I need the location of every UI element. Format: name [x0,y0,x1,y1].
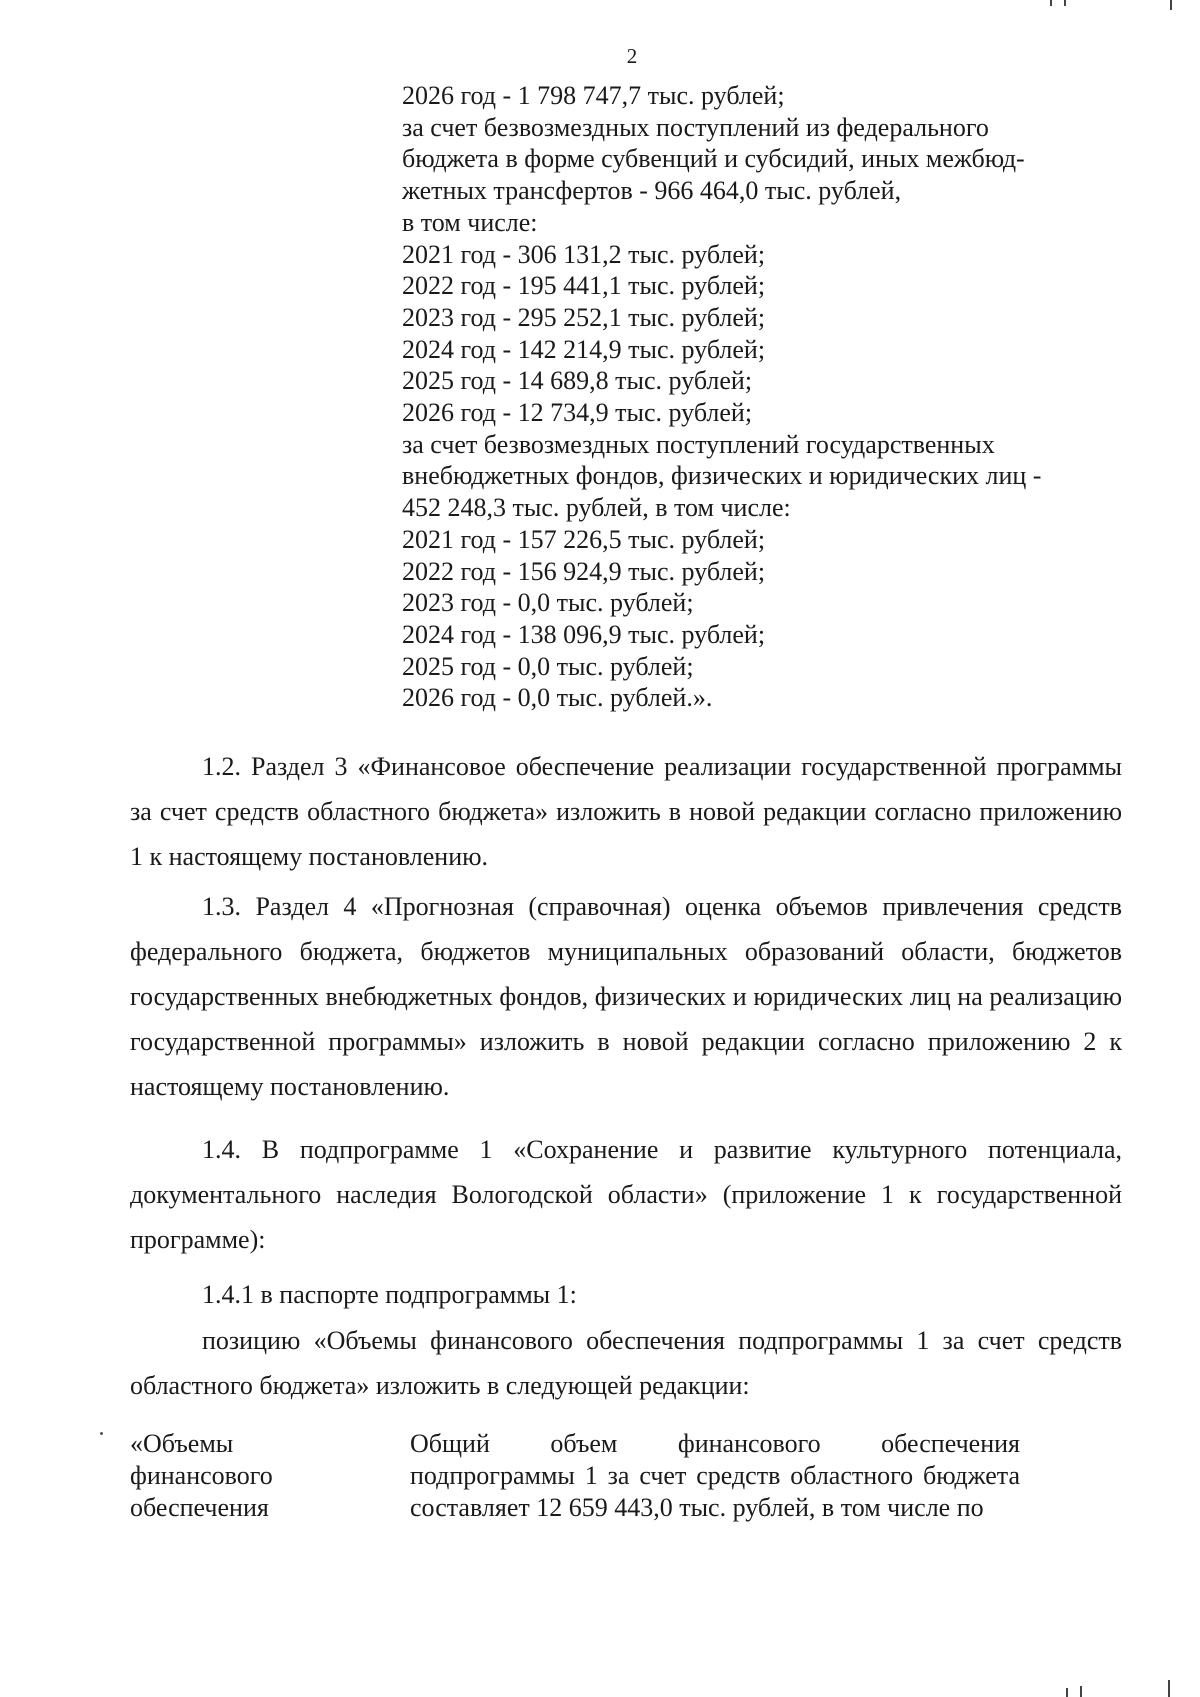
paragraph-1-3: 1.3. Раздел 4 «Прогнозная (справочная) оценка объемов привлечения средств федерального бюджета, бюджетов муниципальных образований области, бюджетов государственных внебюджетных фондов, физических и юридических лиц на реализацию государственной программы» изложить в новой редакции согласно приложению 2 к настоящему постановлению. [130,892,1122,1101]
scan-edge-mark [1168,1680,1170,1697]
paragraph-1-4-1: 1.4.1 в паспорте подпрограммы 1: [202,1280,577,1309]
financing-line: 2021 год - 306 131,2 тыс. рублей; [402,239,766,269]
table-left-cell [130,1428,390,1524]
financing-line: 2024 год - 142 214,9 тыс. рублей; [402,334,766,364]
financing-line: 2026 год - 1 798 747,7 тыс. рублей; [402,81,785,110]
financing-line: внебюджетных фондов, физических и юридических лиц - [402,461,1042,491]
scan-dot-mark [100,1432,103,1435]
financing-line: 2023 год - 0,0 тыс. рублей; [402,588,694,618]
financing-line: 2022 год - 195 441,1 тыс. рублей; [402,271,766,301]
scan-edge-mark [1080,1686,1082,1697]
financing-line: 452 248,3 тыс. рублей, в том числе: [402,493,791,523]
page-number: 2 [626,44,638,68]
financing-line: за счет безвозмездных поступлений государственных [402,429,995,459]
table-right-cell: Общий объем финансового обеспечения подпрограммы 1 за счет средств областного бюджета составляет 12 659 443,0 тыс. рублей, в том числе по [410,1429,1020,1522]
scan-edge-mark [1170,0,1172,10]
financing-line: бюджета в форме субвенций и субсидий, иных межбюд- [402,144,1025,174]
financing-line: 2023 год - 295 252,1 тыс. рублей; [402,302,766,332]
financing-line: 2022 год - 156 924,9 тыс. рублей; [402,556,766,586]
financing-line: 2025 год - 14 689,8 тыс. рублей; [402,366,753,396]
paragraph-1-4: 1.4. В подпрограмме 1 «Сохранение и развитие культурного потенциала, документального наследия Вологодской области» (приложение 1 к государственной программе): [130,1135,1122,1254]
financing-line: 2024 год - 138 096,9 тыс. рублей; [402,619,766,649]
financing-line: 2025 год - 0,0 тыс. рублей; [402,651,694,681]
paragraph-1-2: 1.2. Раздел 3 «Финансовое обеспечение реализации государственной программы за счет средств областного бюджета» изложить в новой редакции согласно приложению 1 к настоящему постановлению. [130,752,1122,871]
financing-line: 2021 год - 157 226,5 тыс. рублей; [402,524,766,554]
table-left-line: «Объемы [130,1429,234,1458]
financing-line: жетных трансфертов - 966 464,0 тыс. рублей, [402,176,902,206]
scan-edge-mark [1064,0,1066,6]
table-left-line: обеспечения [130,1493,269,1522]
financing-line: в том числе: [402,207,538,237]
financing-line: 2026 год - 0,0 тыс. рублей.». [402,683,713,713]
financing-list [402,80,1122,714]
table-left-line: финансового [130,1461,273,1490]
scan-edge-mark [1050,0,1052,6]
paragraph-position: позицию «Объемы финансового обеспечения подпрограммы 1 за счет средств областного бюджета» изложить в следующей редакции: [130,1326,1122,1400]
scan-edge-mark [1066,1688,1068,1697]
financing-line: 2026 год - 12 734,9 тыс. рублей; [402,398,753,428]
financing-line: за счет безвозмездных поступлений из федерального [402,112,989,142]
